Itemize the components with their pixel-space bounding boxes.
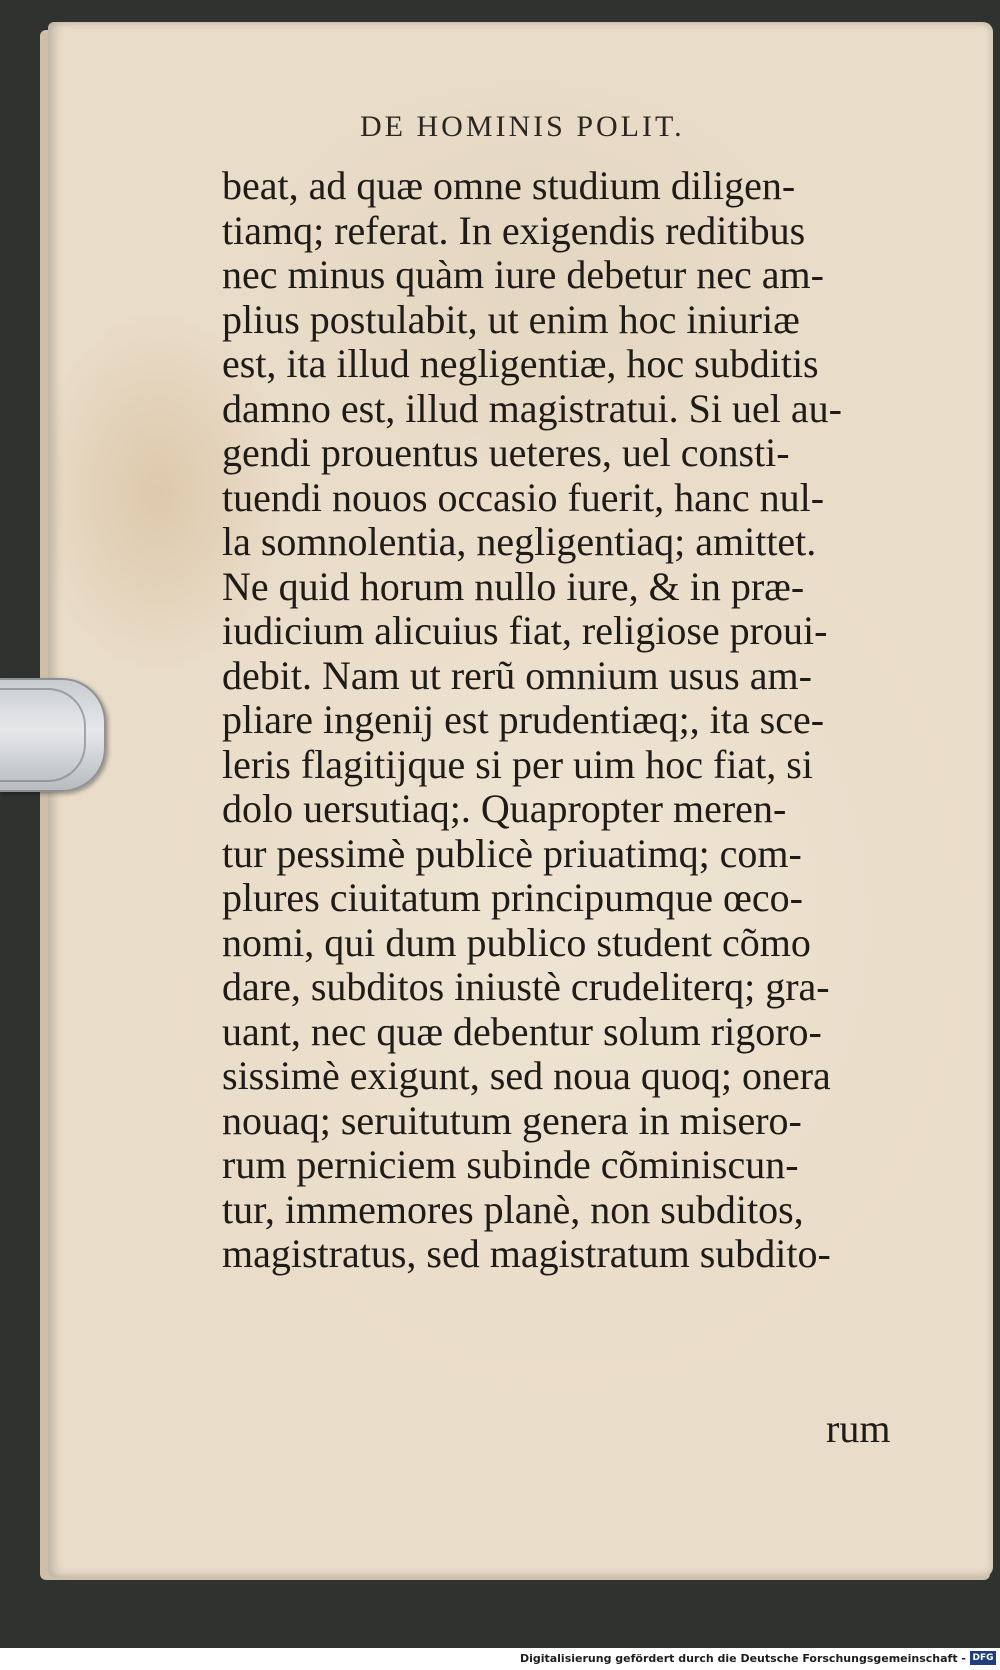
text-line: plius postulabit, ut enim hoc iniuriæ [222, 296, 800, 342]
text-line: debit. Nam ut rerũ omnium usus am- [222, 652, 812, 698]
running-head: DE HOMINIS POLIT. [360, 110, 685, 143]
text-line: leris flagitijque si per uim hoc fiat, si [222, 741, 813, 787]
text-line: gendi prouentus ueteres, uel consti- [222, 430, 790, 475]
text-line: tur, immemores planè, non subditos, [222, 1186, 804, 1232]
text-line: nouaq; seruitutum genera in misero- [222, 1097, 802, 1143]
text-line: tur pessimè publicè priuatimq; com- [222, 830, 802, 876]
text-line: Ne quid horum nullo iure, & in præ- [222, 563, 805, 609]
page-clip [0, 678, 106, 792]
body-text [222, 164, 922, 1277]
clip-inner [0, 688, 86, 782]
catchword: rum [826, 1406, 891, 1451]
text-line: la somnolentia, negligentiaq; amittet. [222, 519, 817, 564]
text-line: tuendi nouos occasio fuerit, hanc nul- [222, 474, 825, 520]
text-line: iudicium alicuius fiat, religiose proui- [222, 608, 828, 653]
text-line: beat, ad quæ omne studium diligen- [222, 163, 796, 208]
text-line: sissimè exigunt, sed noua quoq; onera [222, 1053, 831, 1098]
text-line: magistratus, sed magistratum subdito- [222, 1231, 831, 1276]
text-line: dare, subditos iniustè crudeliterq; gra- [222, 964, 830, 1009]
text-line: est, ita illud negligentiæ, hoc subditis [222, 341, 819, 386]
text-line: nec minus quàm iure debetur nec am- [222, 252, 824, 297]
dfg-logo: DFG [970, 1651, 996, 1665]
text-line: uant, nec quæ debentur solum rigoro- [222, 1008, 822, 1054]
text-line: tiamq; referat. In exigendis reditibus [222, 207, 806, 253]
text-line: pliare ingenij est prudentiæq;, ita sce- [222, 697, 825, 742]
text-line: rum perniciem subinde cõminiscun- [222, 1142, 799, 1187]
text-line: dolo uersutiaq;. Quapropter meren- [222, 786, 787, 831]
text-line: nomi, qui dum publico student cõmo [222, 919, 811, 965]
text-line: plures ciuitatum principumque œco- [222, 875, 803, 920]
text-line: damno est, illud magistratui. Si uel au- [222, 385, 842, 431]
footer-credit: Digitalisierung gefördert durch die Deutsche Forschungsgemeinschaft - [519, 1652, 966, 1665]
